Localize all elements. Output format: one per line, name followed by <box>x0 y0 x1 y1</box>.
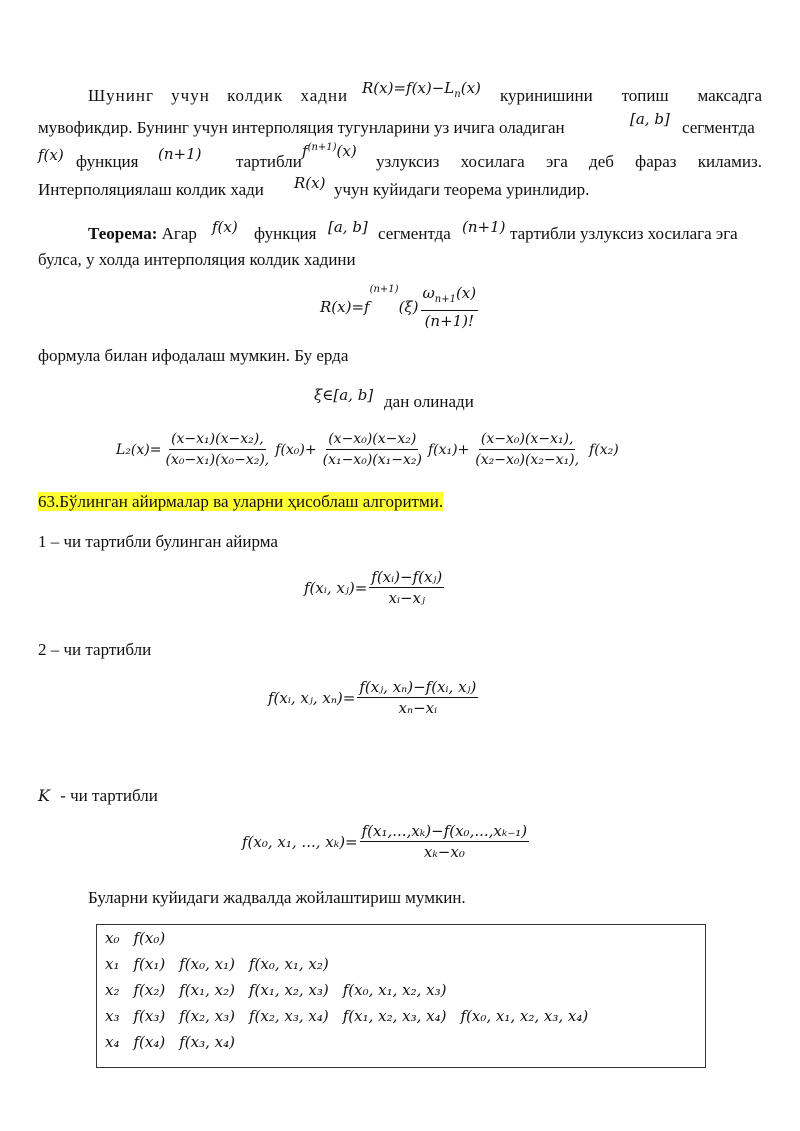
text: Шунинг учун колдик хадни <box>88 86 349 105</box>
order2-formula <box>268 678 480 717</box>
remainder-expression <box>362 79 481 100</box>
text: функция <box>254 224 317 243</box>
fraction <box>163 430 271 469</box>
text: тартибли узлуксиз хосилага эга <box>510 224 738 243</box>
table-cell: x₀ <box>105 929 120 947</box>
math-text: f(x₀)+ <box>275 441 317 458</box>
math-text: f(xⱼ, xₙ)−f(xᵢ, xⱼ) <box>359 678 477 696</box>
order-math: (n+1) <box>158 145 202 163</box>
table-cell: f(x₁, x₂, x₃, x₄) <box>342 1007 447 1025</box>
text: тартибли <box>236 152 302 171</box>
table-row <box>105 1033 249 1051</box>
lagrange-l2-formula <box>116 430 619 469</box>
text: формула билан ифодалаш мумкин. Бу ерда <box>38 346 349 365</box>
table-cell: x₃ <box>105 1007 120 1025</box>
rx-math: R(x) <box>294 174 326 192</box>
table-cell: f(x₄) <box>133 1033 166 1051</box>
text: сегментда <box>682 118 755 137</box>
table-cell: x₁ <box>105 955 120 973</box>
math-sup: (n+1) <box>307 142 337 153</box>
text: сегментда <box>378 224 451 243</box>
math-text: L₂(x)= <box>116 441 162 458</box>
math-text: (x−x₀)(x−x₂) <box>326 430 418 450</box>
math-text: (n+1)! <box>424 312 475 330</box>
table-cell: f(x₀, x₁, x₂, x₃) <box>342 981 447 999</box>
table-row <box>105 929 179 947</box>
math-text: (x) <box>460 79 481 97</box>
math-text: ω <box>422 284 435 302</box>
xi-math: ξ∈[a, b] <box>314 386 374 404</box>
table-cell: x₂ <box>105 981 120 999</box>
math-text: f <box>302 142 308 160</box>
table-cell: f(x₁, x₂, x₃) <box>248 981 329 999</box>
orderk-formula <box>242 822 531 861</box>
table-cell: x₄ <box>105 1033 120 1051</box>
math-text: (ξ) <box>398 298 419 316</box>
math-text: xₙ−xᵢ <box>398 699 438 717</box>
text: дан олинади <box>384 392 474 411</box>
order1-label: 1 – чи тартибли булинган айирма <box>38 532 278 551</box>
table-cell: f(x₂, x₃, x₄) <box>248 1007 329 1025</box>
para1-line1 <box>88 86 348 106</box>
table-row <box>105 955 343 973</box>
math-text: f(x₂) <box>589 441 619 458</box>
remainder-formula <box>320 284 480 330</box>
fraction <box>473 430 581 469</box>
fraction <box>321 430 424 469</box>
math-text: (x₁−x₀)(x₁−x₂) <box>322 452 422 468</box>
order1-formula <box>304 568 446 607</box>
segment-ab: [a, b] <box>328 218 368 236</box>
table-cell: f(x₁) <box>133 955 166 973</box>
table-row <box>105 1007 602 1025</box>
math-text: f(x₁)+ <box>427 441 470 458</box>
segment-ab: [a, b] <box>630 110 670 128</box>
table-intro: Буларни куйидаги жадвалда жойлаштириш мумкин. <box>88 888 466 907</box>
table-cell: f(x₁, x₂) <box>179 981 235 999</box>
math-text: f(x₀, x₁, ..., xₖ)= <box>242 832 358 851</box>
math-sub: n <box>454 89 461 100</box>
math-text: (x₂−x₀)(x₂−x₁), <box>475 452 580 468</box>
math-text: (x−x₀)(x−x₁), <box>479 430 576 450</box>
fraction <box>360 822 530 861</box>
math-text: xₖ−x₀ <box>423 843 465 861</box>
theorem-line1 <box>88 224 197 244</box>
math-text: (x) <box>336 142 357 160</box>
table-cell: f(x₀, x₁, x₂) <box>248 955 329 973</box>
divided-difference-table <box>96 924 706 1068</box>
orderk-label <box>38 786 158 806</box>
math-sub: n+1 <box>434 294 456 305</box>
fx-math: f(x) <box>212 218 238 236</box>
theorem-label: Теорема: <box>88 224 158 243</box>
fraction <box>421 284 479 330</box>
text: Агар <box>161 224 197 243</box>
math-text: (x−x₁)(x−x₂), <box>169 430 266 450</box>
table-cell: f(x₃) <box>133 1007 166 1025</box>
text: мувофикдир. Бунинг учун интерполяция тугунларини уз ичига оладиган <box>38 118 565 137</box>
math-text: (x₀−x₁)(x₀−x₂), <box>165 452 270 468</box>
math-sup: (n+1) <box>369 284 399 295</box>
text: - чи тартибли <box>60 786 158 805</box>
math-text: f(xᵢ, xⱼ, xₙ)= <box>268 688 356 707</box>
order2-label: 2 – чи тартибли <box>38 640 152 659</box>
text: булса, у холда интерполяция колдик хадини <box>38 250 356 269</box>
math-text: (x) <box>455 284 477 302</box>
highlighted-text: 63.Бўлинган айирмалар ва уларни ҳисоблаш алгоритми. <box>38 492 444 511</box>
para1-line1-tail <box>500 86 762 106</box>
fraction <box>369 568 444 607</box>
para1-line2 <box>38 118 565 138</box>
text: функция <box>76 152 139 171</box>
text: учун куйидаги теорема уринлидир. <box>334 180 590 199</box>
fraction <box>357 678 478 717</box>
table-cell: f(x₃, x₄) <box>179 1033 235 1051</box>
derivative-math <box>302 142 357 160</box>
math-text: f(x₁,...,xₖ)−f(x₀,...,xₖ₋₁) <box>361 822 528 840</box>
table-cell: f(x₂) <box>133 981 166 999</box>
table-cell: f(x₀, x₁) <box>179 955 235 973</box>
math-text: R(x)=f(x)−L <box>362 79 455 97</box>
math-text: f(xᵢ)−f(xⱼ) <box>371 568 443 586</box>
math-text: R(x)=f <box>320 298 370 316</box>
math-text: K <box>38 786 50 805</box>
text: узлуксиз хосилага эга деб фараз киламиз. <box>376 152 762 171</box>
math-text: xᵢ−xⱼ <box>388 589 425 607</box>
table-cell: f(x₀) <box>133 929 166 947</box>
text: куринишини топиш максадга <box>500 86 762 105</box>
order-math: (n+1) <box>462 218 506 236</box>
fx-math: f(x) <box>38 146 64 164</box>
table-row <box>105 981 460 999</box>
text: Интерполяциялаш колдик хади <box>38 180 264 199</box>
table-cell: f(x₂, x₃) <box>179 1007 235 1025</box>
math-text: f(xᵢ, xⱼ)= <box>304 578 368 597</box>
table-cell: f(x₀, x₁, x₂, x₃, x₄) <box>460 1007 589 1025</box>
section-heading <box>38 492 443 512</box>
